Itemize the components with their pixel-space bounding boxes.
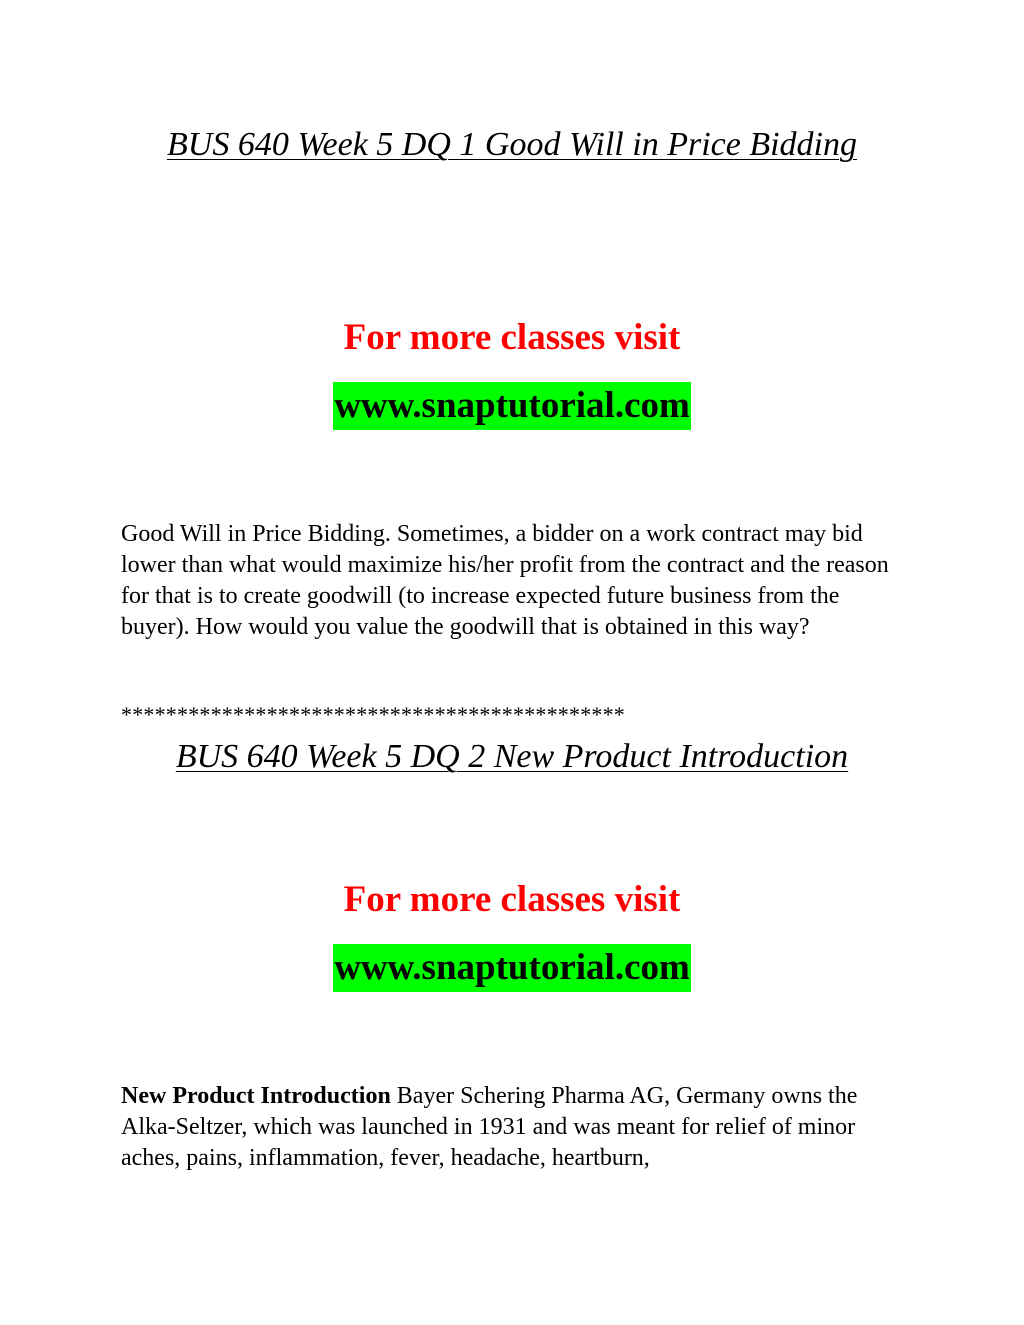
section-2-body-rest: Bayer Schering Pharma AG, Germany owns the Alka-Seltzer, which was launched in 1931 and was meant for relief of minor aches, pains, inflammation, fever, headache, heartburn,	[121, 1083, 858, 1171]
section-2-link-row	[0, 944, 1024, 992]
section-1-website-link[interactable]: www.snaptutorial.com	[333, 382, 691, 430]
section-2-body-lead: New Product Introduction	[121, 1083, 391, 1109]
section-1-link-row	[0, 382, 1024, 430]
section-2-website-link[interactable]: www.snaptutorial.com	[333, 944, 691, 992]
section-1-promo-text: For more classes visit	[343, 317, 681, 358]
section-separator: *********************************************	[121, 702, 625, 727]
section-2-promo-text: For more classes visit	[343, 879, 681, 920]
section-1-title: BUS 640 Week 5 DQ 1 Good Will in Price Bidding	[167, 126, 857, 163]
section-2-body-text	[121, 1081, 911, 1174]
section-1-body-text: Good Will in Price Bidding. Sometimes, a bidder on a work contract may bid lower than what would maximize his/her profit from the contract and the reason for that is to create goodwill (to increase expected future business from the buyer). How would you value the goodwill that is obtained in this way?	[121, 521, 889, 640]
section-2-title: BUS 640 Week 5 DQ 2 New Product Introduction	[175, 738, 849, 775]
